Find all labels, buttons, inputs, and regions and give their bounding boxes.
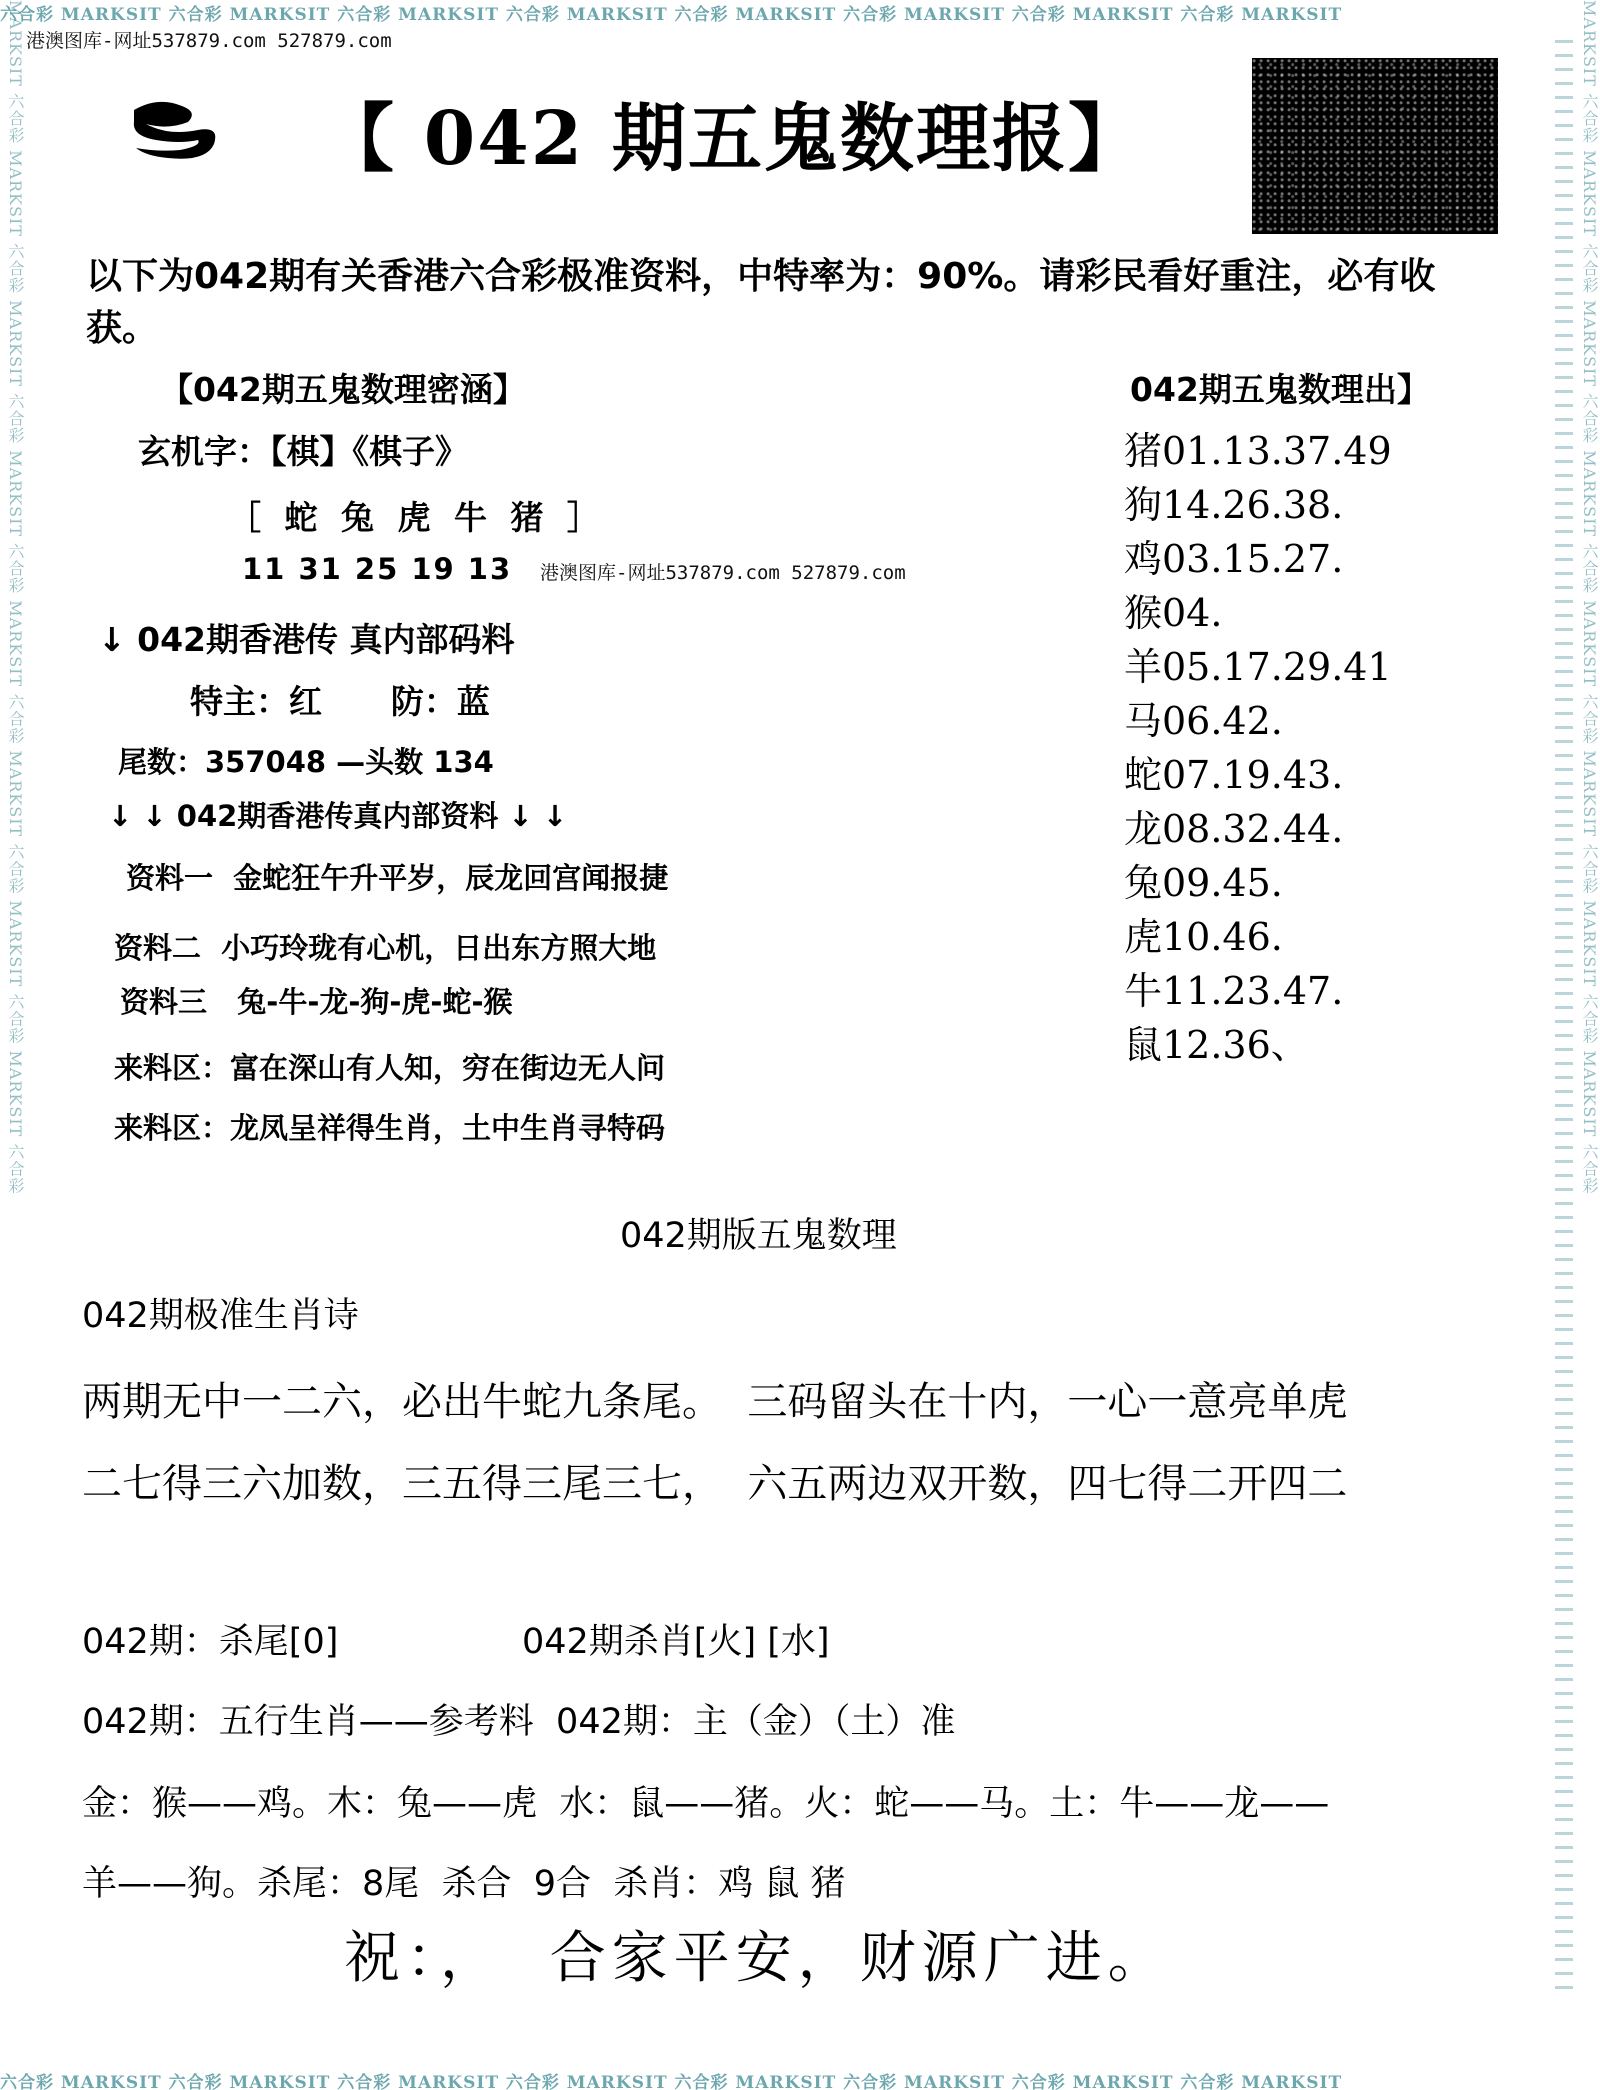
- watermark-right: MARKSIT 六合彩 MARKSIT 六合彩 MARKSIT 六合彩 MARKSIT 六合彩 MARKSIT 六合彩 MARKSIT 六合彩 MARKSIT 六合彩 MARKSIT 六合彩: [1580, 0, 1599, 1195]
- list-item: 马06.42.: [1124, 699, 1283, 743]
- page-title: 【 042 期五鬼数理报】: [320, 96, 1144, 182]
- wuxing-line-1: 金：猴——鸡。木：兔——虎 水：鼠——猪。火：蛇——马。土：牛——龙——: [82, 1784, 1330, 1824]
- intro-line-1: 以下为042期有关香港六合彩极准资料，中特率为：90%。请彩民看好重注，必有收: [86, 256, 1436, 297]
- zodiac-bracket: ［ 蛇 兔 虎 牛 猪 ］: [228, 498, 606, 537]
- watermark-bottom: 六合彩 MARKSIT 六合彩 MARKSIT 六合彩 MARKSIT 六合彩 MARKSIT 六合彩 MARKSIT 六合彩 MARKSIT 六合彩 MARKSIT 六合彩 MARKSIT: [0, 2073, 1343, 2090]
- watermark-top: 六合彩 MARKSIT 六合彩 MARKSIT 六合彩 MARKSIT 六合彩 MARKSIT 六合彩 MARKSIT 六合彩 MARKSIT 六合彩 MARKSIT 六合彩 MARKSIT: [0, 5, 1343, 22]
- xuanji-text: 玄机字：【棋】《棋子》: [138, 432, 468, 471]
- ziliao-2: 资料二 小巧玲珑有心机，日出东方照大地: [114, 931, 657, 965]
- list-item: 蛇07.19.43.: [1124, 753, 1344, 797]
- watermark-left: MARKSIT 六合彩 MARKSIT 六合彩 MARKSIT 六合彩 MARKSIT 六合彩 MARKSIT 六合彩 MARKSIT 六合彩 MARKSIT 六合彩 MARKSIT 六合彩: [6, 0, 25, 1195]
- zodiac-numbers: 11 31 25 19 13: [242, 552, 513, 586]
- section-title-mihan: 【042期五鬼数理密涵】: [160, 370, 526, 409]
- list-item: 兔09.45.: [1124, 861, 1283, 905]
- section-title-wugui: 042期版五鬼数理: [620, 1216, 897, 1256]
- ziliao-1: 资料一 金蛇狂午升平岁，辰龙回宫闻报捷: [126, 861, 669, 895]
- list-item: 猴04.: [1124, 591, 1223, 635]
- wuxing-reference: 042期：五行生肖——参考料 042期：主（金）（土）准: [82, 1702, 956, 1742]
- poem-line-1: 两期无中一二六，必出牛蛇九条尾。 三码留头在十内，一心一意亮单虎: [82, 1379, 1348, 1425]
- tail-numbers: 尾数：357048 —头数 134: [118, 745, 494, 779]
- list-item: 狗14.26.38.: [1124, 483, 1344, 527]
- intro-line-2: 获。: [86, 308, 159, 349]
- section-title-ziliao: ↓ ↓ 042期香港传真内部资料 ↓ ↓: [108, 799, 568, 833]
- ziliao-3: 资料三 兔-牛-龙-狗-虎-蛇-猴: [120, 985, 513, 1019]
- list-item: 牛11.23.47.: [1124, 969, 1344, 1013]
- kill-tail: 042期：杀尾[0]: [82, 1622, 339, 1662]
- wuxing-line-2: 羊——狗。杀尾：8尾 杀合 9合 杀肖：鸡 鼠 猪: [82, 1864, 846, 1904]
- list-item: 鼠12.36、: [1124, 1023, 1309, 1067]
- laili-2: 来料区：龙凤呈祥得生肖，土中生肖寻特码: [114, 1111, 666, 1145]
- blessing: 祝：， 合家平安，财源广进。: [344, 1926, 1170, 1991]
- laili-1: 来料区：富在深山有人知，穷在街边无人问: [114, 1051, 666, 1085]
- section-title-mapliao: ↓ 042期香港传 真内部码料: [98, 620, 515, 659]
- right-title: 042期五鬼数理出】: [1130, 370, 1430, 409]
- site-label-mid: 港澳图库-网址537879.com 527879.com: [540, 562, 906, 584]
- list-item: 鸡03.15.27.: [1124, 537, 1344, 581]
- site-label-top: 港澳图库-网址537879.com 527879.com: [26, 30, 392, 52]
- kill-zodiac: 042期杀肖[火] [水]: [522, 1622, 830, 1662]
- poem-line-2: 二七得三六加数，三五得三尾三七， 六五两边双开数，四七得二开四二: [82, 1461, 1348, 1507]
- scan-noise: [1555, 40, 1573, 1990]
- list-item: 羊05.17.29.41: [1124, 645, 1392, 689]
- te-zhu-text: 特主：红 防：蓝: [190, 682, 490, 721]
- poem-title: 042期极准生肖诗: [82, 1296, 359, 1336]
- dragon-logo: [128, 96, 224, 170]
- list-item: 虎10.46.: [1124, 915, 1283, 959]
- zodiac-number-list: [1124, 424, 1392, 1072]
- list-item: 龙08.32.44.: [1124, 807, 1344, 851]
- qr-code: [1252, 58, 1498, 234]
- list-item: 猪01.13.37.49: [1124, 429, 1392, 473]
